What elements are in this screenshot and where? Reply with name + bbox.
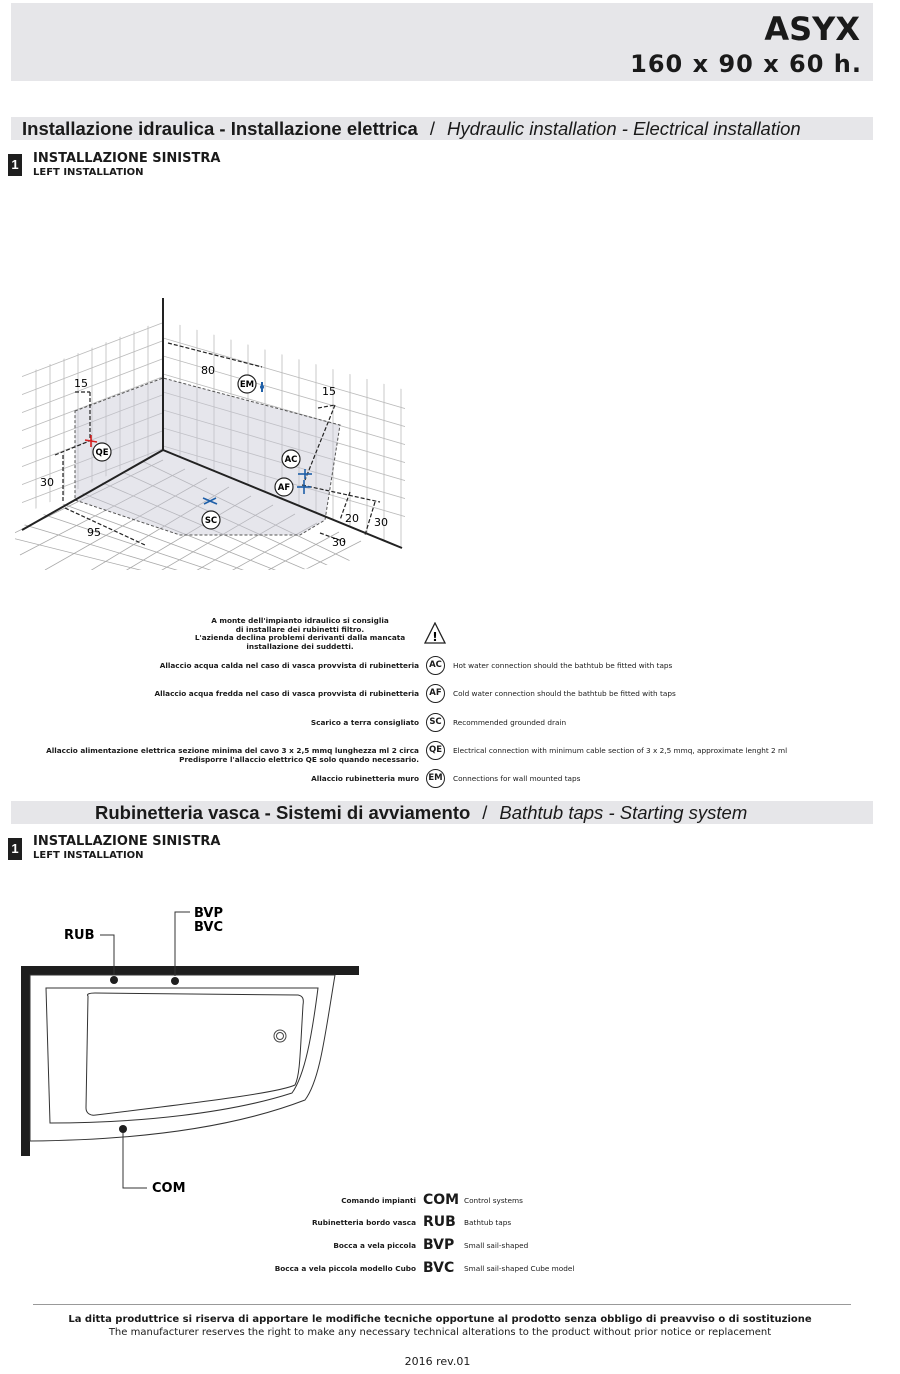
installation-side-it: INSTALLAZIONE SINISTRA: [33, 151, 221, 166]
legend-ac-en: Hot water connection should the bathtub be fitted with taps: [453, 661, 673, 670]
warning-line: L'azienda declina problemi derivanti dalla mancata: [194, 633, 406, 643]
label-bvc: BVC: [194, 920, 223, 935]
diagram-label-sc: SC: [204, 516, 218, 526]
legend-af-en: Cold water connection should the bathtub be fitted with taps: [453, 689, 676, 698]
footer-divider: [33, 1304, 851, 1305]
legend-qe-en: Electrical connection with minimum cable section of 3 x 2,5 mmq, approximate lenght 2 ml: [453, 746, 788, 755]
label-rub: RUB: [64, 928, 95, 943]
legend-ac-badge: AC: [426, 656, 445, 675]
bathtub-top-view-diagram: [0, 895, 380, 1205]
warning-symbol: !: [432, 630, 438, 644]
side-wall: [21, 966, 30, 1156]
code-com: COM: [423, 1192, 460, 1208]
bathtub-outer: [30, 975, 335, 1141]
code-bvc-it: Bocca a vela piccola modello Cubo: [274, 1264, 416, 1273]
diagram-label-qe: QE: [95, 448, 109, 458]
legend-sc-badge: SC: [426, 713, 445, 732]
warning-line: di installare dei rubinetti filtro.: [235, 624, 365, 634]
code-com-it: Comando impianti: [341, 1196, 416, 1205]
code-rub-en: Bathtub taps: [464, 1218, 512, 1227]
model-dimensions: 160 x 90 x 60 h.: [630, 50, 862, 78]
warning-line: A monte dell'impianto idraulico si consiglia: [211, 616, 389, 625]
code-bvc: BVC: [423, 1260, 455, 1276]
section-title-en: Hydraulic installation - Electrical installation: [446, 118, 801, 139]
legend-af-badge: AF: [426, 684, 445, 703]
code-rub-it: Rubinetteria bordo vasca: [311, 1218, 416, 1227]
dim-30-right: 30: [374, 516, 388, 529]
section-title-it: Rubinetteria vasca - Sistemi di avviamento: [95, 802, 471, 823]
section-taps-title: [11, 801, 873, 824]
com-leader: [123, 1133, 147, 1188]
warning-icon: [424, 622, 446, 644]
installation-side-en: LEFT INSTALLATION: [33, 850, 144, 861]
label-bvp: BVP: [194, 906, 223, 921]
code-com-en: Control systems: [464, 1196, 523, 1205]
footer-notice-en: The manufacturer reserves the right to make any necessary technical alterations to the product without prior notice or replacement: [108, 1327, 772, 1338]
footer-notice-it: La ditta produttrice si riserva di apportare le modifiche tecniche opportune al prodotto senza obbligo di preavviso o di sostituzione: [68, 1314, 812, 1325]
dim-15-left: 15: [74, 377, 88, 390]
dim-15-right: 15: [322, 385, 336, 398]
revision-label: 2016 rev.01: [404, 1355, 471, 1368]
legend-qe-it: Allaccio alimentazione elettrica sezione minima del cavo 3 x 2,5 mmq lunghezza ml 2 circa: [46, 746, 419, 755]
diagram-label-ac: AC: [284, 455, 298, 465]
diagram-label-em: EM: [239, 380, 255, 390]
warning-text: [175, 617, 425, 651]
code-bvp-en: Small sail-shaped: [464, 1241, 529, 1250]
code-rub: RUB: [423, 1214, 456, 1230]
label-com: COM: [152, 1181, 186, 1196]
code-bvc-en: Small sail-shaped Cube model: [464, 1264, 575, 1273]
section-separator: /: [429, 118, 435, 139]
dim-20: 20: [345, 512, 359, 525]
section-title-en: Bathtub taps - Starting system: [499, 802, 748, 823]
dim-80: 80: [201, 364, 215, 377]
warning-line: installazione dei suddetti.: [246, 641, 354, 651]
bvp-bvc-point: [171, 977, 179, 985]
section-title-it: Installazione idraulica - Installazione elettrica: [22, 118, 418, 139]
model-name: ASYX: [764, 10, 860, 48]
section-number-badge: 1: [8, 154, 22, 176]
rub-point: [110, 976, 118, 984]
dim-30-left: 30: [40, 476, 54, 489]
legend-qe-it-note: Predisporre l'allaccio elettrico QE solo quando necessario.: [179, 755, 419, 764]
hydraulic-installation-diagram: [0, 280, 420, 580]
dim-30-bottom: 30: [332, 536, 346, 549]
installation-side-en: LEFT INSTALLATION: [33, 167, 144, 178]
legend-em-en: Connections for wall mounted taps: [453, 774, 581, 783]
legend-qe-badge: QE: [426, 741, 445, 760]
code-bvp-it: Bocca a vela piccola: [333, 1241, 416, 1250]
em-marker: [260, 382, 264, 392]
back-wall: [21, 966, 359, 975]
legend-af-it: Allaccio acqua fredda nel caso di vasca provvista di rubinetteria: [154, 689, 419, 698]
section-hydraulic-title: [11, 117, 873, 140]
legend-em-it: Allaccio rubinetteria muro: [311, 774, 419, 783]
com-point: [119, 1125, 127, 1133]
diagram-label-af: AF: [277, 483, 291, 493]
section-separator: /: [482, 802, 488, 823]
code-bvp: BVP: [423, 1237, 455, 1253]
legend-sc-en: Recommended grounded drain: [453, 718, 567, 727]
legend-ac-it: Allaccio acqua calda nel caso di vasca provvista di rubinetteria: [159, 661, 419, 670]
section-number-badge: 1: [8, 838, 22, 860]
dim-95: 95: [87, 526, 101, 539]
legend-em-badge: EM: [426, 769, 445, 788]
installation-side-it: INSTALLAZIONE SINISTRA: [33, 834, 221, 849]
legend-sc-it: Scarico a terra consigliato: [310, 718, 419, 727]
